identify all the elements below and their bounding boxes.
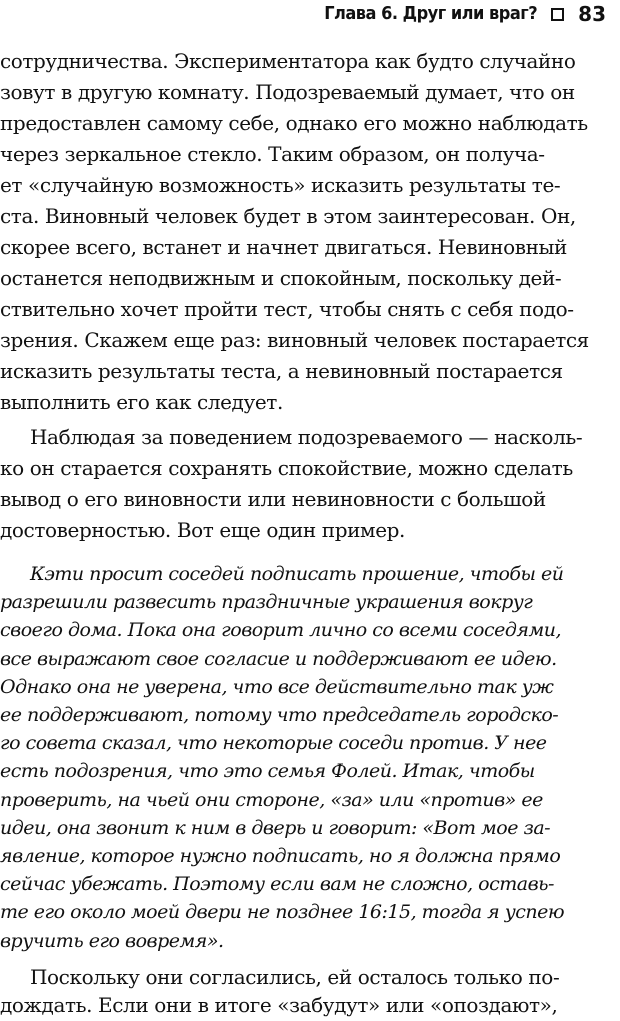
example-line: явление, которое нужно подписать, но я должна прямо [0, 845, 561, 867]
paragraph-1-line: ста. Виновный человек будет в этом заинтересован. Он, [0, 204, 576, 228]
paragraph-2-line: Наблюдая за поведением подозреваемого — насколь- [30, 425, 583, 449]
example-line: все выражают свое согласие и поддерживают ее идею. [0, 647, 557, 670]
example-line: Кэти просит соседей подписать прошение, чтобы ей [30, 563, 564, 585]
paragraph-3-line: Поскольку они согласились, ей осталось только по- [30, 965, 560, 989]
paragraph-1-line: ет «случайную возможность» исказить результаты те- [0, 173, 561, 197]
paragraph-1-line: останется неподвижным и спокойным, поскольку дей- [0, 266, 562, 290]
paragraph-1-line: скорее всего, встанет и начнет двигаться. Невиновный [0, 235, 567, 259]
example-line: проверить, на чьей они стороне, «за» или «против» ее [0, 788, 543, 811]
paragraph-1-line: исказить результаты теста, а невиновный постарается [0, 359, 563, 383]
running-header [0, 0, 620, 34]
example-line: есть подозрения, что это семья Фолей. Итак, чтобы [0, 760, 535, 783]
example-line: своего дома. Пока она говорит лично со всеми соседями, [0, 619, 561, 642]
paragraph-1-line: выполнить его как следует. [0, 390, 283, 414]
paragraph-1-line: сотрудничества. Экспериментатора как будто случайно [0, 49, 576, 73]
paragraph-1-line: предоставлен самому себе, однако его можно наблюдать [0, 111, 588, 135]
example-line: ее поддерживают, потому что председатель городско- [0, 704, 559, 726]
example-line: го совета сказал, что некоторые соседи против. У нее [0, 732, 547, 755]
paragraph-2-line: ко он старается сохранять спокойствие, можно сделать [0, 456, 573, 480]
paragraph-1-line: через зеркальное стекло. Таким образом, он получа- [0, 142, 545, 166]
example-line: сейчас убежать. Поэтому если вам не сложно, оставь- [0, 873, 554, 896]
example-line: вручить его вовремя». [0, 929, 224, 952]
header-content [324, 2, 606, 26]
running-title: Глава 6. Друг или враг? [324, 3, 538, 24]
paragraph-3-line: дождать. Если они в итоге «забудут» или «опоздают», [0, 993, 558, 1017]
paragraph-2-line: вывод о его виновности или невиновности с большой [0, 487, 546, 511]
paragraph-1-line: ствительно хочет пройти тест, чтобы снять с себя подо- [0, 297, 574, 321]
paragraph-1-line: зовут в другую комнату. Подозреваемый думает, что он [0, 80, 575, 104]
example-line: разрешили развесить праздничные украшения вокруг [0, 591, 533, 614]
example-line: идеи, она звонит к ним в дверь и говорит: «Вот мое за- [0, 816, 551, 839]
page-number: 83 [578, 2, 606, 26]
square-icon [551, 8, 564, 21]
example-line: те его около моей двери не позднее 16:15, тогда я успею [0, 901, 565, 924]
paragraph-2-line: достоверностью. Вот еще один пример. [0, 518, 405, 542]
paragraph-1-line: зрения. Скажем еще раз: виновный человек постарается [0, 328, 589, 352]
example-line: Однако она не уверена, что все действительно так уж [0, 675, 554, 698]
